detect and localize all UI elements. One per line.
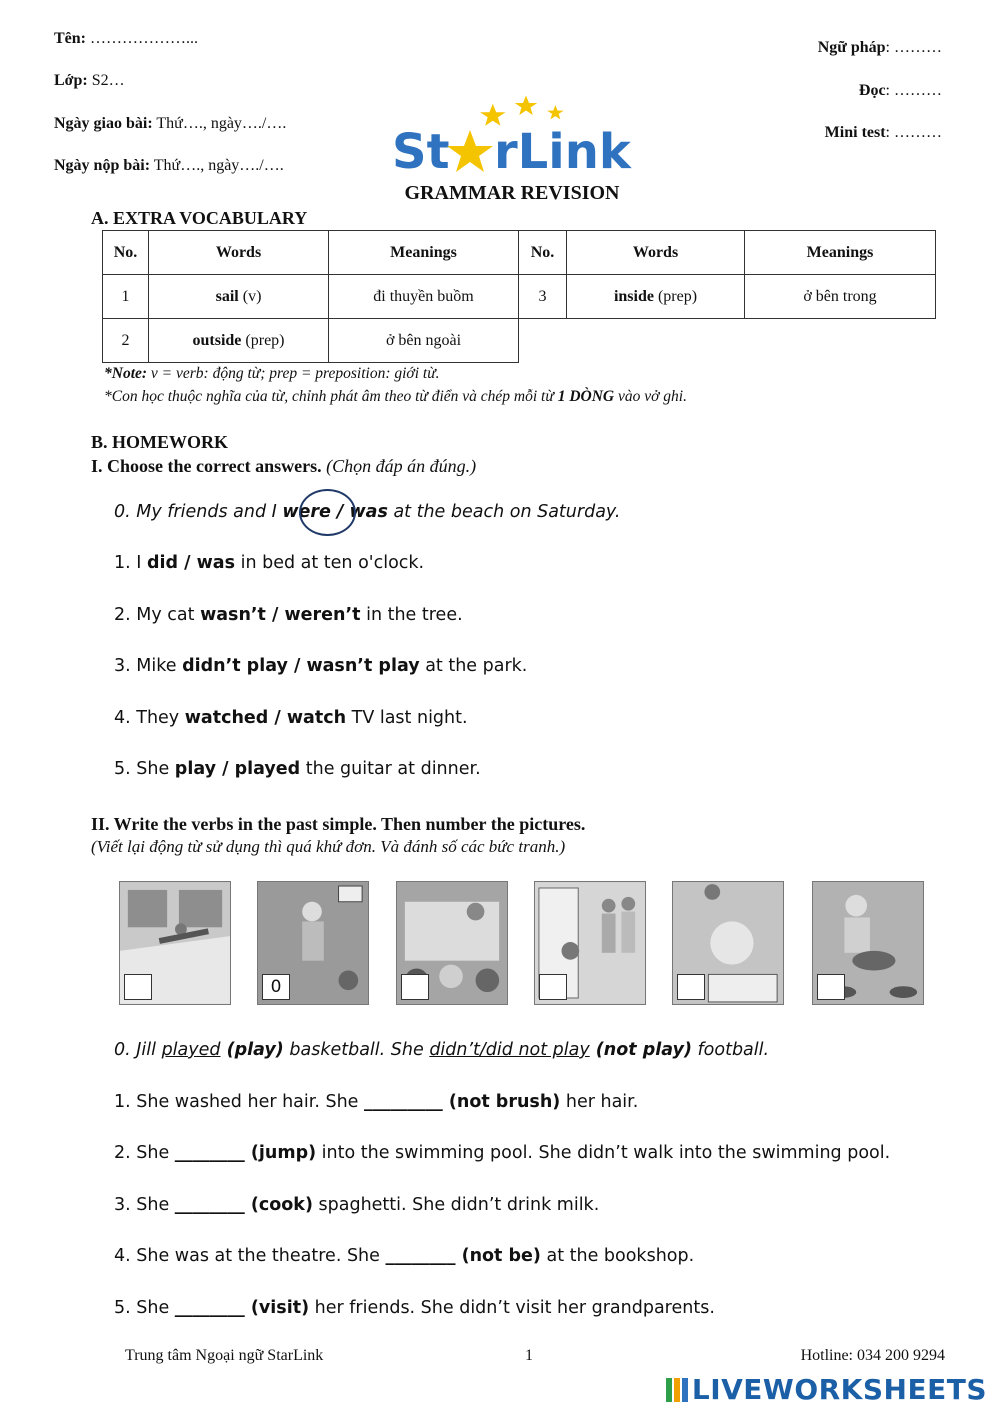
- header-meanings: Meanings: [745, 231, 936, 275]
- part2-item-3: 3. She ________ (cook) spaghetti. She didn’t drink milk.: [114, 1195, 600, 1215]
- stars-icon: [480, 96, 564, 126]
- number-box[interactable]: 0: [262, 974, 290, 1000]
- part2-item-4: 4. She was at the theatre. She ________ (not be) at the bookshop.: [114, 1246, 695, 1266]
- vocab-note: *Note: v = verb: động từ; prep = preposition: giới từ.: [104, 365, 440, 382]
- answer-blank[interactable]: ________: [174, 1195, 245, 1215]
- part1-item-2: 2. My cat wasn’t / weren’t in the tree.: [114, 605, 463, 625]
- part2-item-1: 1. She washed her hair. She _________ (not brush) her hair.: [114, 1092, 639, 1112]
- answer-choice[interactable]: were / was: [282, 502, 388, 522]
- answer-blank[interactable]: ________: [174, 1298, 245, 1318]
- part1-item-1: 1. I did / was in bed at ten o'clock.: [114, 553, 425, 573]
- number-box[interactable]: [124, 974, 152, 1000]
- picture-theatre: [396, 881, 508, 1005]
- starlink-logo: [390, 96, 640, 182]
- answer-choice[interactable]: didn’t play / wasn’t play: [182, 656, 420, 676]
- vocab-word: inside (prep): [567, 275, 745, 319]
- vocab-no: 2: [103, 319, 149, 363]
- picture-cooking: [812, 881, 924, 1005]
- picture-friends: [534, 881, 646, 1005]
- part2-subtitle: (Viết lại động từ sử dụng thì quá khứ đơn. Và đánh số các bức tranh.): [91, 837, 566, 856]
- answer-blank[interactable]: ________: [174, 1143, 245, 1163]
- page-title: GRAMMAR REVISION: [404, 182, 620, 204]
- liveworksheets-brand[interactable]: LIVEWORKSHEETS: [666, 1373, 987, 1406]
- liveworksheets-icon: [666, 1378, 688, 1402]
- vocab-word: outside (prep): [149, 319, 329, 363]
- picture-shower: [672, 881, 784, 1005]
- answer-blank[interactable]: _________: [364, 1092, 443, 1112]
- student-name-line: Tên: ………………...: [54, 30, 198, 47]
- header-words: Words: [567, 231, 745, 275]
- answer-blank[interactable]: ________: [385, 1246, 456, 1266]
- vocab-header-row: [103, 231, 936, 275]
- answer-choice[interactable]: did / was: [146, 553, 236, 573]
- grammar-score: Ngữ pháp: ………: [817, 39, 942, 56]
- answer-choice[interactable]: play / played: [174, 759, 301, 779]
- header-no: No.: [519, 231, 567, 275]
- answer-circle: [299, 489, 356, 536]
- part2-title: II. Write the verbs in the past simple. Then number the pictures.: [91, 814, 586, 834]
- minitest-score: Mini test: ………: [824, 124, 942, 141]
- reading-score: Đọc: ………: [858, 82, 942, 99]
- part1-item-0: 0. My friends and I were / was at the beach on Saturday.: [114, 502, 621, 522]
- vocab-row: [103, 319, 936, 363]
- answer-choice[interactable]: wasn’t / weren’t: [200, 605, 361, 625]
- section-b-heading: B. HOMEWORK: [91, 432, 229, 452]
- vocab-instruction: *Con học thuộc nghĩa của từ, chỉnh phát âm theo từ điển và chép mỗi từ 1 DÒNG vào vở ghi.: [104, 388, 687, 405]
- footer-center-name: Trung tâm Ngoại ngữ StarLink: [125, 1347, 324, 1364]
- vocab-no: 1: [103, 275, 149, 319]
- part2-item-2: 2. She ________ (jump) into the swimming pool. She didn’t walk into the swimming pool.: [114, 1143, 891, 1163]
- answer-choice[interactable]: watched / watch: [184, 708, 347, 728]
- page-number: 1: [525, 1347, 533, 1364]
- part2-item-5: 5. She ________ (visit) her friends. She didn’t visit her grandparents.: [114, 1298, 715, 1318]
- vocab-meaning: ở bên trong: [745, 275, 936, 319]
- vocab-table: [102, 230, 936, 363]
- part1-item-3: 3. Mike didn’t play / wasn’t play at the park.: [114, 656, 528, 676]
- number-box[interactable]: [401, 974, 429, 1000]
- submit-date-line: Ngày nộp bài: Thứ…., ngày…./….: [54, 157, 284, 174]
- vocab-no: 3: [519, 275, 567, 319]
- vocab-word: sail (v): [149, 275, 329, 319]
- svg-text:rLink: rLink: [494, 124, 631, 180]
- part1-item-4: 4. They watched / watch TV last night.: [114, 708, 468, 728]
- class-line: Lớp: S2…: [54, 72, 125, 89]
- header-no: No.: [103, 231, 149, 275]
- vocab-row: [103, 275, 936, 319]
- part2-example: 0. Jill played (play) basketball. She didn’t/did not play (not play) football.: [114, 1040, 770, 1060]
- vocab-meaning: đi thuyền buồm: [329, 275, 519, 319]
- assign-date-line: Ngày giao bài: Thứ…., ngày…./….: [54, 115, 287, 132]
- picture-pool: [119, 881, 231, 1005]
- number-box[interactable]: [817, 974, 845, 1000]
- section-a-heading: A. EXTRA VOCABULARY: [91, 208, 308, 228]
- part1-item-5: 5. She play / played the guitar at dinner.: [114, 759, 481, 779]
- number-box[interactable]: [677, 974, 705, 1000]
- vocab-meaning: ở bên ngoài: [329, 319, 519, 363]
- number-box[interactable]: [539, 974, 567, 1000]
- part1-title: I. Choose the correct answers. (Chọn đáp án đúng.): [91, 456, 477, 476]
- header-meanings: Meanings: [329, 231, 519, 275]
- footer-hotline: Hotline: 034 200 9294: [800, 1347, 945, 1364]
- picture-basketball: [257, 881, 369, 1005]
- svg-text:St: St: [392, 124, 450, 180]
- header-words: Words: [149, 231, 329, 275]
